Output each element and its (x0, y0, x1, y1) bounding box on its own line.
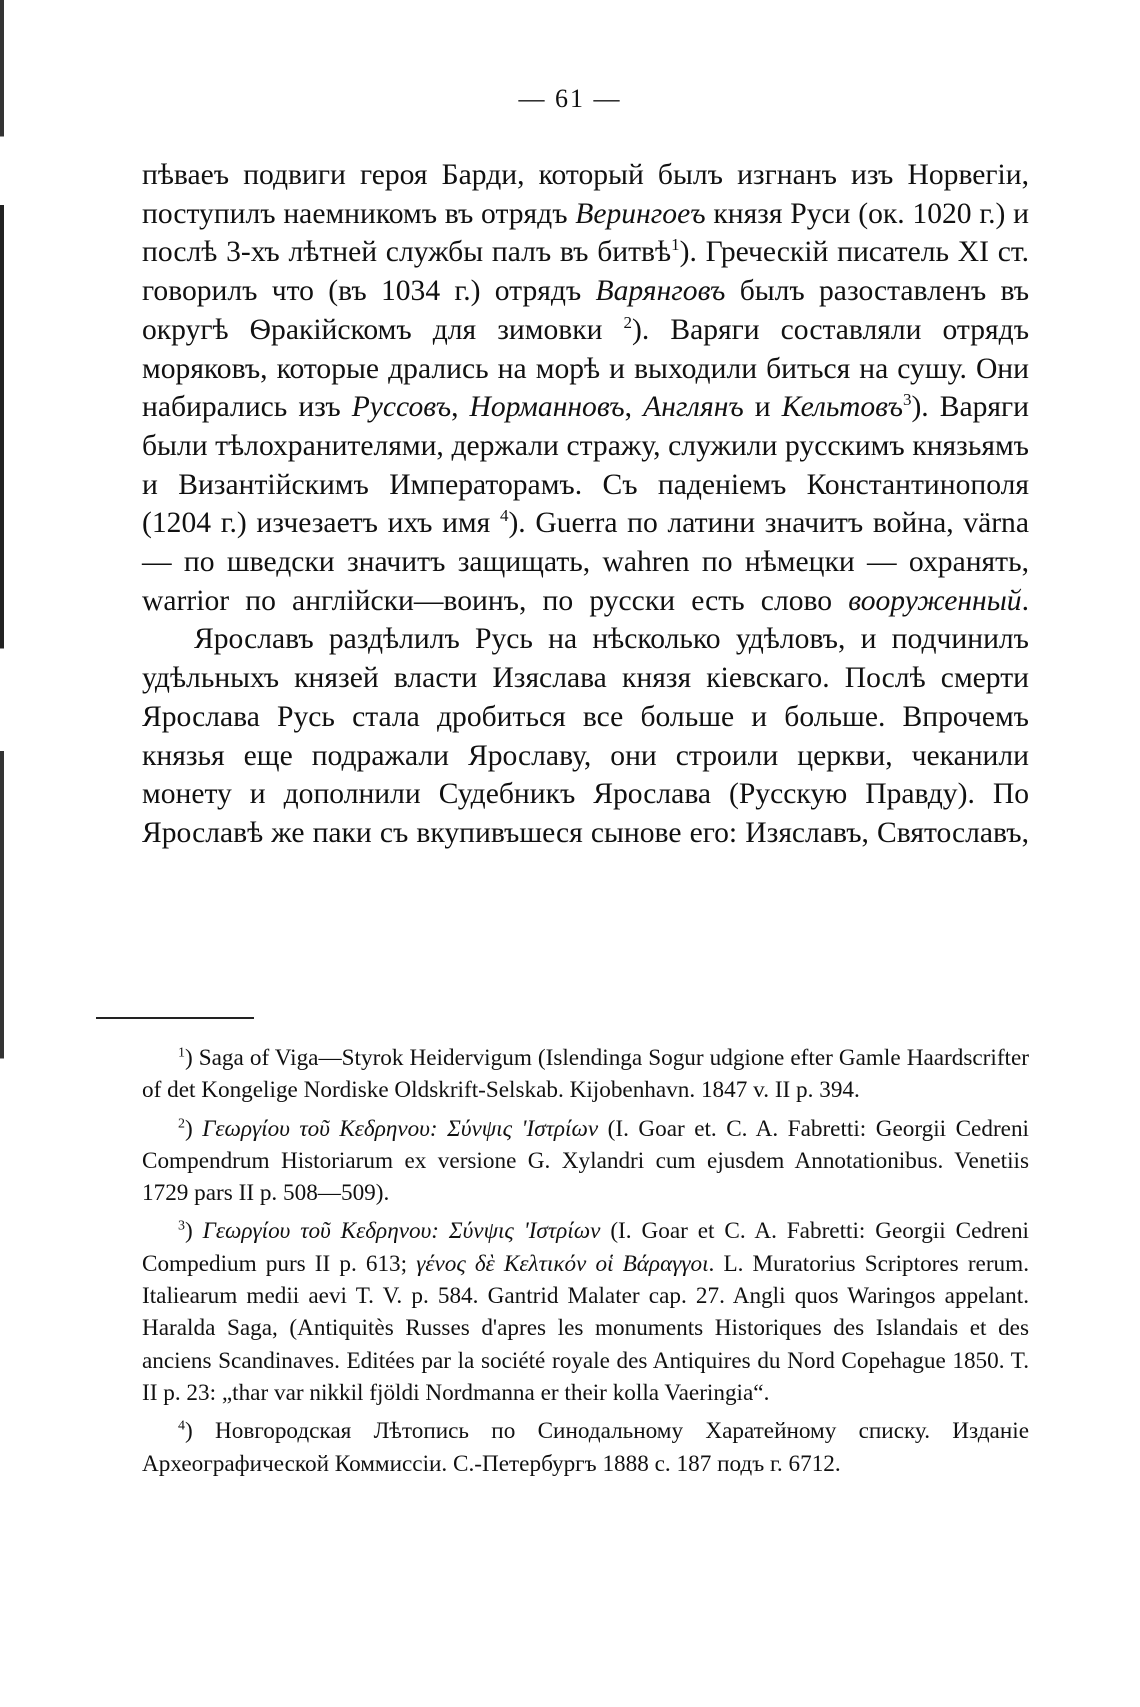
paragraph-2: Ярославъ раздѣлилъ Русь на нѣсколько удѣловъ, и подчинилъ удѣльныхъ князей власти Изяслава князя кiевскаго. Послѣ смерти Ярослава Русь стала дробиться все больше и больше. Впрочемъ князья еще подражали Ярославу, они строили церкви, чеканили монету и дополнили Судебникъ Ярослава (Русскую Правду). По Ярославѣ же паки съ вкупивъшеся сынове его: Изяславъ, Святославъ, (142, 623, 1029, 849)
footnote-mark: 4 (178, 1418, 185, 1434)
footnote-1: $^1$) Saga of Viga—Styrok Heidervigum (Islendinga Sogur udgione efter Gamle Haardscrifter of det Kongelige Nordiske Oldskrift-Selskab. Kijobenhavn. 1847 v. II p. 394. (142, 1045, 1029, 1104)
footnote-mark: 3 (178, 1218, 185, 1234)
paragraph-1: пѣваеъ подвиги героя Барди, который былъ изгнанъ изъ Норвегiи, поступилъ наемникомъ въ отрядъ Верингоеъ князя Руси (ок. 1020 г.) и послѣ 3-хъ лѣтней службы палъ въ битвѣ$^1$). Греческiй писатель XI ст. говорилъ что (въ 1034 г.) отрядъ Варянговъ былъ разоставленъ въ округѣ Ѳракiйскомъ для зимовки $^2$). Варяги составляли отрядъ моряковъ, которые дрались на морѣ и выходили биться на сушу. Они набирались изъ Руссовъ, Норманновъ, Англянъ и Кельтовъ$^3$). Варяги были тѣлохранителями, держали стражу, служили русскимъ князьямъ и Византiйскимъ Императорамъ. Съ паденiемъ Константинополя (1204 г.) изчезаетъ ихъ имя $^4$). Guerra по латини значитъ война, värna — по шведски значитъ защищать, wahren по нѣмецки — охранять, warrior по англiйски—воинъ, по русски есть слово вооруженный. (142, 159, 1030, 617)
footnote-ref-3: 3 (902, 390, 912, 410)
footnote-ref-1: 1 (671, 235, 680, 255)
footnote-ref-4: 4 (499, 506, 509, 526)
footnote-divider (96, 1017, 254, 1019)
footnote-4: $^4$) Новгородская Лѣтопись по Синодальному Харатейному списку. Изданiе Археографической Коммиссiи. С.-Петербургъ 1888 с. 187 подъ г. 6712. (142, 1418, 1029, 1477)
page-edge-scan-artifact (0, 0, 4, 1707)
main-text (142, 156, 1029, 853)
footnote-mark: 2 (178, 1115, 185, 1131)
page-number: — 61 — (518, 84, 622, 113)
footnotes (142, 1042, 1029, 1486)
footnote-3: $^3$) Γεωργίου τοῦ Κεδρηνου: Σύνψις 'Ιστρίων (I. Goar et C. A. Fabretti: Georgii Cedreni Compedium purs II p. 613; γένος δὲ Κελτικόν οἱ Βάραγγοι. L. Muratorius Scriptores rerum. Italiearum medii aevi T. V. p. 584. Gantrid Malater cap. 27. Angli quos Waringos appelant. Haralda Saga, (Antiquitès Russes d'apres les monuments Historiques des Islandais et des anciens Scandinaves. Editées par la société royale des Antiquires du Nord Copehague 1850. T. II p. 23: „thar var nikkil fjöldi Nordmanna er their kolla Vaeringia“. (142, 1218, 1029, 1406)
footnote-2: $^2$) Γεωργίου τοῦ Κεδρηνου: Σύνψις 'Ιστρίων (I. Goar et. C. A. Fabretti: Georgii Cedreni Compendrum Historiarum ex versione G. Xylandri cum ejusdem Annotationibus. Venetiis 1729 pars II p. 508—509). (142, 1115, 1029, 1207)
footnote-ref-2: 2 (623, 312, 633, 332)
footnote-mark: 1 (178, 1045, 185, 1061)
